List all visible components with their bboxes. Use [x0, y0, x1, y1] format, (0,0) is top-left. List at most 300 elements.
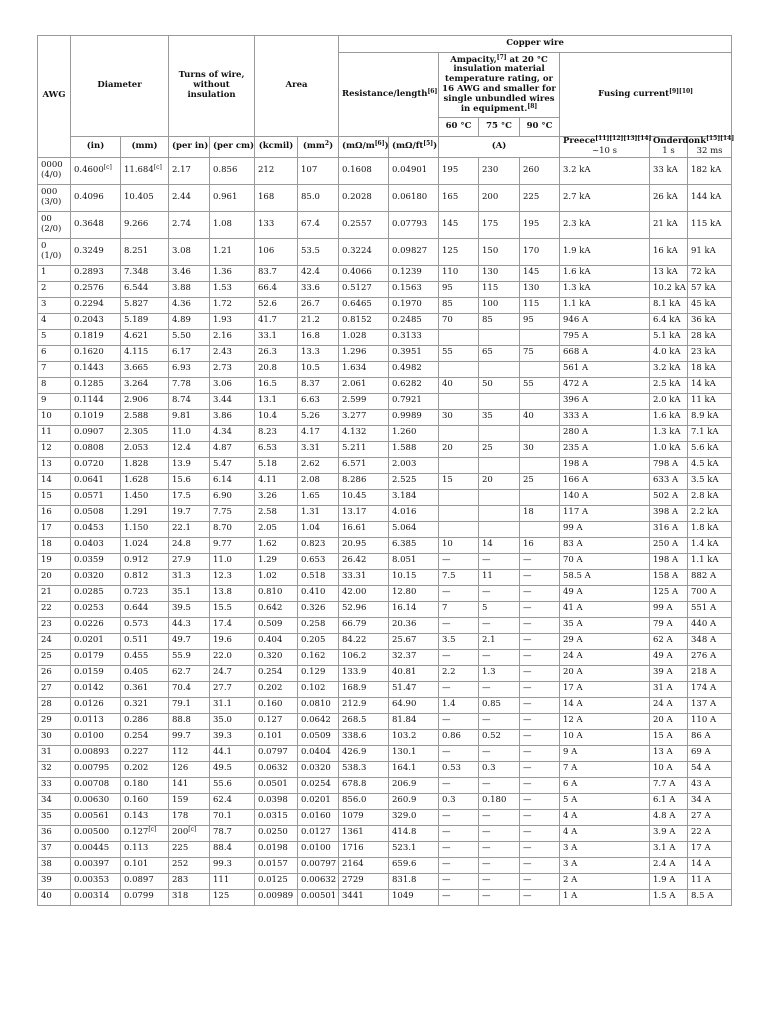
cell-dia-in: 0.0571	[71, 489, 121, 505]
cell-awg: 6	[38, 345, 71, 361]
table-body	[38, 157, 732, 905]
cell-dia-mm: 2.305	[121, 425, 169, 441]
cell-dia-mm: 0.227	[121, 745, 169, 761]
cell-res-ft: 0.6282	[389, 377, 439, 393]
cell-res-m: 5.211	[339, 441, 389, 457]
cell-fuse-32ms: 110 A	[688, 713, 732, 729]
cell-fuse-preece: 2.3 kA	[560, 211, 650, 238]
cell-res-ft: 64.90	[389, 697, 439, 713]
cell-fuse-preece: 3.2 kA	[560, 157, 650, 184]
cell-amp-90: 145	[520, 265, 560, 281]
cell-amp-90: —	[520, 761, 560, 777]
cell-area-mm2: 26.7	[298, 297, 339, 313]
unit-in: (in)	[71, 137, 121, 158]
cell-amp-75: 130	[479, 265, 520, 281]
cell-amp-90: —	[520, 553, 560, 569]
cell-res-ft: 260.9	[389, 793, 439, 809]
cell-res-m: 66.79	[339, 617, 389, 633]
cell-area-kcmil: 0.0398	[255, 793, 298, 809]
cell-fuse-32ms: 1.1 kA	[688, 553, 732, 569]
cell-amp-90: 30	[520, 441, 560, 457]
cell-area-kcmil: 2.58	[255, 505, 298, 521]
cell-amp-60: 1.4	[439, 697, 479, 713]
cell-dia-in: 0.0359	[71, 553, 121, 569]
cell-turns-cm: 19.6	[210, 633, 255, 649]
cell-turns-in: 5.50	[169, 329, 210, 345]
cell-awg: 10	[38, 409, 71, 425]
cell-awg: 36	[38, 825, 71, 841]
fusing-ref: [9][10]	[669, 87, 694, 95]
cell-fuse-32ms: 3.5 kA	[688, 473, 732, 489]
cell-turns-in: 22.1	[169, 521, 210, 537]
cell-area-kcmil: 5.18	[255, 457, 298, 473]
cell-fuse-preece: 20 A	[560, 665, 650, 681]
cell-amp-75: 150	[479, 238, 520, 265]
cell-area-mm2: 0.410	[298, 585, 339, 601]
cell-amp-75: 85	[479, 313, 520, 329]
cell-turns-cm: 70.1	[210, 809, 255, 825]
cell-area-kcmil: 1.62	[255, 537, 298, 553]
cell-res-m: 0.2557	[339, 211, 389, 238]
cell-area-mm2: 0.129	[298, 665, 339, 681]
cell-fuse-1s: 502 A	[650, 489, 688, 505]
cell-res-ft: 0.06180	[389, 184, 439, 211]
cell-dia-in: 0.00561	[71, 809, 121, 825]
cell-dia-in: 0.1443	[71, 361, 121, 377]
cell-fuse-1s: 1.3 kA	[650, 425, 688, 441]
cell-amp-90: —	[520, 729, 560, 745]
cell-area-kcmil: 2.05	[255, 521, 298, 537]
table-row	[38, 265, 732, 281]
cell-fuse-1s: 15 A	[650, 729, 688, 745]
cell-turns-cm: 12.3	[210, 569, 255, 585]
cell-awg: 32	[38, 761, 71, 777]
cell-amp-90: —	[520, 633, 560, 649]
cell-area-mm2: 1.04	[298, 521, 339, 537]
cell-dia-in: 0.00893	[71, 745, 121, 761]
cell-turns-in: 19.7	[169, 505, 210, 521]
cell-amp-75: 14	[479, 537, 520, 553]
cell-amp-90: 16	[520, 537, 560, 553]
cell-res-m: 678.8	[339, 777, 389, 793]
cell-dia-in: 0.0320	[71, 569, 121, 585]
cell-amp-90: —	[520, 889, 560, 905]
cell-dia-in: 0.2893	[71, 265, 121, 281]
cell-dia-mm: 11.684[c]	[121, 157, 169, 184]
cell-turns-cm: 125	[210, 889, 255, 905]
cell-dia-in: 0.1620	[71, 345, 121, 361]
cell-fuse-preece: 2.7 kA	[560, 184, 650, 211]
cell-dia-in: 0.1019	[71, 409, 121, 425]
cell-res-ft: 0.1239	[389, 265, 439, 281]
cell-amp-75: 35	[479, 409, 520, 425]
cell-res-m: 10.45	[339, 489, 389, 505]
cell-res-ft: 0.1970	[389, 297, 439, 313]
cell-fuse-32ms: 2.8 kA	[688, 489, 732, 505]
cell-amp-75: 230	[479, 157, 520, 184]
cell-amp-60: 7.5	[439, 569, 479, 585]
cell-amp-75	[479, 425, 520, 441]
cell-turns-in: 126	[169, 761, 210, 777]
table-row	[38, 745, 732, 761]
cell-fuse-preece: 3 A	[560, 857, 650, 873]
cell-fuse-1s: 2.0 kA	[650, 393, 688, 409]
cell-amp-75	[479, 505, 520, 521]
cell-dia-in: 0.00397	[71, 857, 121, 873]
table-row	[38, 681, 732, 697]
cell-fuse-32ms: 1.8 kA	[688, 521, 732, 537]
cell-res-ft: 0.09827	[389, 238, 439, 265]
cell-fuse-32ms: 882 A	[688, 569, 732, 585]
cell-dia-mm: 0.0799	[121, 889, 169, 905]
cell-fuse-preece: 70 A	[560, 553, 650, 569]
cell-amp-90: —	[520, 585, 560, 601]
cell-turns-in: 55.9	[169, 649, 210, 665]
cell-amp-60: 30	[439, 409, 479, 425]
cell-dia-in: 0.0453	[71, 521, 121, 537]
cell-turns-in: 15.6	[169, 473, 210, 489]
cell-area-mm2: 67.4	[298, 211, 339, 238]
cell-turns-cm: 49.5	[210, 761, 255, 777]
cell-fuse-preece: 117 A	[560, 505, 650, 521]
cell-fuse-1s: 49 A	[650, 649, 688, 665]
cell-fuse-preece: 1.3 kA	[560, 281, 650, 297]
cell-amp-75: 0.3	[479, 761, 520, 777]
cell-res-m: 8.286	[339, 473, 389, 489]
table-row	[38, 873, 732, 889]
cell-res-ft: 0.4982	[389, 361, 439, 377]
cell-area-kcmil: 0.642	[255, 601, 298, 617]
cell-turns-in: 2.17	[169, 157, 210, 184]
cell-amp-60: 15	[439, 473, 479, 489]
cell-amp-90: 225	[520, 184, 560, 211]
cell-amp-60: 165	[439, 184, 479, 211]
cell-amp-75: —	[479, 585, 520, 601]
cell-amp-75: —	[479, 649, 520, 665]
cell-fuse-preece: 1.9 kA	[560, 238, 650, 265]
cell-amp-90: 195	[520, 211, 560, 238]
cell-amp-75: —	[479, 617, 520, 633]
cell-dia-in: 0.00353	[71, 873, 121, 889]
cell-res-ft: 659.6	[389, 857, 439, 873]
cell-amp-60: 0.86	[439, 729, 479, 745]
cell-res-m: 212.9	[339, 697, 389, 713]
cell-area-mm2: 42.4	[298, 265, 339, 281]
cell-area-kcmil: 0.0198	[255, 841, 298, 857]
cell-amp-60: —	[439, 777, 479, 793]
cell-dia-in: 0.0253	[71, 601, 121, 617]
cell-dia-in: 0.3249	[71, 238, 121, 265]
cell-awg: 27	[38, 681, 71, 697]
cell-turns-in: 99.7	[169, 729, 210, 745]
cell-turns-in: 31.3	[169, 569, 210, 585]
cell-turns-cm: 8.70	[210, 521, 255, 537]
cell-amp-90: 55	[520, 377, 560, 393]
cell-area-kcmil: 0.0632	[255, 761, 298, 777]
cell-awg: 1	[38, 265, 71, 281]
cell-fuse-1s: 4.8 A	[650, 809, 688, 825]
cell-area-kcmil: 0.0250	[255, 825, 298, 841]
cell-res-ft: 0.04901	[389, 157, 439, 184]
cell-dia-mm: 0.0897	[121, 873, 169, 889]
cell-area-kcmil: 0.404	[255, 633, 298, 649]
cell-awg: 12	[38, 441, 71, 457]
cell-turns-in: 44.3	[169, 617, 210, 633]
cell-res-ft: 6.385	[389, 537, 439, 553]
cell-awg: 15	[38, 489, 71, 505]
cell-amp-90: —	[520, 777, 560, 793]
cell-amp-60: —	[439, 745, 479, 761]
cell-dia-mm: 4.621	[121, 329, 169, 345]
cell-awg: 25	[38, 649, 71, 665]
cell-res-ft: 25.67	[389, 633, 439, 649]
cell-fuse-preece: 58.5 A	[560, 569, 650, 585]
cell-turns-cm: 1.36	[210, 265, 255, 281]
cell-area-mm2: 0.258	[298, 617, 339, 633]
cell-dia-in: 0.0403	[71, 537, 121, 553]
cell-amp-90	[520, 489, 560, 505]
cell-res-ft: 0.1563	[389, 281, 439, 297]
cell-awg: 2	[38, 281, 71, 297]
cell-dia-mm: 4.115	[121, 345, 169, 361]
cell-res-m: 42.00	[339, 585, 389, 601]
cell-fuse-32ms: 348 A	[688, 633, 732, 649]
cell-res-m: 52.96	[339, 601, 389, 617]
cell-turns-cm: 99.3	[210, 857, 255, 873]
cell-area-mm2: 0.653	[298, 553, 339, 569]
cell-res-m: 2.061	[339, 377, 389, 393]
cell-res-ft: 16.14	[389, 601, 439, 617]
cell-dia-mm: 1.828	[121, 457, 169, 473]
table-row	[38, 665, 732, 681]
cell-fuse-1s: 2.5 kA	[650, 377, 688, 393]
cell-awg: 29	[38, 713, 71, 729]
unit-per-in: (per in)	[169, 137, 210, 158]
cell-area-kcmil: 3.26	[255, 489, 298, 505]
cell-turns-in: 225	[169, 841, 210, 857]
cell-awg: 39	[38, 873, 71, 889]
table-row	[38, 409, 732, 425]
cell-dia-in: 0.2294	[71, 297, 121, 313]
cell-amp-60	[439, 489, 479, 505]
cell-amp-75	[479, 457, 520, 473]
cell-res-m: 4.132	[339, 425, 389, 441]
cell-turns-in: 9.81	[169, 409, 210, 425]
cell-dia-in: 0.4600[c]	[71, 157, 121, 184]
cell-fuse-32ms: 17 A	[688, 841, 732, 857]
cell-turns-in: 11.0	[169, 425, 210, 441]
cell-dia-mm: 0.455	[121, 649, 169, 665]
cell-dia-in: 0.0808	[71, 441, 121, 457]
cell-area-mm2: 0.0100	[298, 841, 339, 857]
cell-area-mm2: 33.6	[298, 281, 339, 297]
cell-fuse-preece: 4 A	[560, 809, 650, 825]
cell-area-kcmil: 106	[255, 238, 298, 265]
cell-area-mm2: 85.0	[298, 184, 339, 211]
cell-turns-cm: 39.3	[210, 729, 255, 745]
cell-awg: 0 (1/0)	[38, 238, 71, 265]
cell-fuse-1s: 21 kA	[650, 211, 688, 238]
cell-amp-75: 1.3	[479, 665, 520, 681]
cell-fuse-1s: 316 A	[650, 521, 688, 537]
preece-header: Preece[11][12][13][14] ~10 s	[560, 137, 650, 158]
cell-turns-in: 7.78	[169, 377, 210, 393]
cell-fuse-32ms: 218 A	[688, 665, 732, 681]
cell-fuse-preece: 946 A	[560, 313, 650, 329]
cell-fuse-32ms: 22 A	[688, 825, 732, 841]
cell-amp-60: 0.3	[439, 793, 479, 809]
cell-awg: 20	[38, 569, 71, 585]
cell-res-ft: 206.9	[389, 777, 439, 793]
cell-res-m: 426.9	[339, 745, 389, 761]
table-row	[38, 729, 732, 745]
cell-amp-60	[439, 393, 479, 409]
cell-dia-mm: 2.053	[121, 441, 169, 457]
cell-awg: 35	[38, 809, 71, 825]
cell-res-ft: 329.0	[389, 809, 439, 825]
cell-area-kcmil: 66.4	[255, 281, 298, 297]
cell-amp-60: 40	[439, 377, 479, 393]
cell-amp-90: —	[520, 697, 560, 713]
cell-fuse-32ms: 43 A	[688, 777, 732, 793]
cell-awg: 11	[38, 425, 71, 441]
cell-fuse-32ms: 36 kA	[688, 313, 732, 329]
cell-amp-90: —	[520, 649, 560, 665]
cell-amp-60: 20	[439, 441, 479, 457]
turns-header: Turns of wire, without insulation	[169, 36, 255, 137]
cell-fuse-32ms: 440 A	[688, 617, 732, 633]
cell-area-mm2: 0.326	[298, 601, 339, 617]
cell-awg: 19	[38, 553, 71, 569]
cell-fuse-preece: 333 A	[560, 409, 650, 425]
cell-turns-in: 2.74	[169, 211, 210, 238]
cell-amp-75: —	[479, 713, 520, 729]
cell-fuse-1s: 10 A	[650, 761, 688, 777]
cell-res-m: 6.571	[339, 457, 389, 473]
cell-area-kcmil: 0.202	[255, 681, 298, 697]
cell-dia-in: 0.4096	[71, 184, 121, 211]
cell-area-kcmil: 0.0315	[255, 809, 298, 825]
cell-fuse-1s: 13 kA	[650, 265, 688, 281]
cell-fuse-32ms: 1.4 kA	[688, 537, 732, 553]
cell-fuse-1s: 3.2 kA	[650, 361, 688, 377]
unit-mm2: $(mm^2)$	[298, 137, 339, 158]
cell-turns-in: 159	[169, 793, 210, 809]
table-row	[38, 425, 732, 441]
cell-dia-mm: 0.202	[121, 761, 169, 777]
cell-amp-75	[479, 329, 520, 345]
cell-area-kcmil: 26.3	[255, 345, 298, 361]
cell-res-m: 20.95	[339, 537, 389, 553]
cell-res-m: 16.61	[339, 521, 389, 537]
cell-turns-in: 4.89	[169, 313, 210, 329]
cell-res-m: 106.2	[339, 649, 389, 665]
cell-amp-90	[520, 361, 560, 377]
cell-fuse-1s: 13 A	[650, 745, 688, 761]
cell-turns-in: 17.5	[169, 489, 210, 505]
cell-awg: 22	[38, 601, 71, 617]
cell-res-m: 1.634	[339, 361, 389, 377]
cell-amp-60: 7	[439, 601, 479, 617]
cell-amp-60: —	[439, 713, 479, 729]
cell-res-m: 0.8152	[339, 313, 389, 329]
temp-90-header: 90 °C	[520, 118, 560, 137]
cell-fuse-1s: 798 A	[650, 457, 688, 473]
cell-awg: 23	[38, 617, 71, 633]
cell-fuse-1s: 1.0 kA	[650, 441, 688, 457]
table-row	[38, 238, 732, 265]
cell-amp-60: —	[439, 649, 479, 665]
cell-dia-mm: 0.113	[121, 841, 169, 857]
table-row	[38, 313, 732, 329]
awg-wire-table	[37, 35, 735, 906]
cell-awg: 13	[38, 457, 71, 473]
cell-area-mm2: 0.0127	[298, 825, 339, 841]
cell-res-m: 0.2028	[339, 184, 389, 211]
cell-dia-mm: 2.588	[121, 409, 169, 425]
cell-turns-in: 3.08	[169, 238, 210, 265]
cell-res-ft: 2.003	[389, 457, 439, 473]
cell-res-ft: 1049	[389, 889, 439, 905]
cell-turns-in: 252	[169, 857, 210, 873]
cell-dia-mm: 0.405	[121, 665, 169, 681]
cell-fuse-1s: 158 A	[650, 569, 688, 585]
cell-area-mm2: 8.37	[298, 377, 339, 393]
cell-turns-cm: 2.43	[210, 345, 255, 361]
cell-dia-mm: 0.254	[121, 729, 169, 745]
cell-amp-60: 2.2	[439, 665, 479, 681]
cell-amp-60	[439, 505, 479, 521]
cell-amp-75: 65	[479, 345, 520, 361]
cell-dia-in: 0.00500	[71, 825, 121, 841]
cell-fuse-preece: 472 A	[560, 377, 650, 393]
cell-awg: 8	[38, 377, 71, 393]
cell-awg: 31	[38, 745, 71, 761]
cell-dia-mm: 0.812	[121, 569, 169, 585]
cell-fuse-32ms: 27 A	[688, 809, 732, 825]
cell-amp-60: 0.53	[439, 761, 479, 777]
cell-turns-cm: 2.73	[210, 361, 255, 377]
cell-res-ft: 3.184	[389, 489, 439, 505]
cell-awg: 5	[38, 329, 71, 345]
cell-fuse-32ms: 144 kA	[688, 184, 732, 211]
cell-fuse-1s: 62 A	[650, 633, 688, 649]
cell-dia-mm: 0.160	[121, 793, 169, 809]
cell-fuse-1s: 8.1 kA	[650, 297, 688, 313]
table-row	[38, 157, 732, 184]
cell-area-mm2: 0.0254	[298, 777, 339, 793]
cell-amp-90: —	[520, 665, 560, 681]
cell-fuse-1s: 125 A	[650, 585, 688, 601]
cell-area-kcmil: 0.810	[255, 585, 298, 601]
cell-area-mm2: 0.0201	[298, 793, 339, 809]
cell-dia-mm: 3.264	[121, 377, 169, 393]
cell-res-ft: 2.525	[389, 473, 439, 489]
cell-fuse-preece: 12 A	[560, 713, 650, 729]
table-row	[38, 553, 732, 569]
cell-fuse-32ms: 7.1 kA	[688, 425, 732, 441]
cell-area-mm2: 0.102	[298, 681, 339, 697]
cell-fuse-32ms: 57 kA	[688, 281, 732, 297]
cell-dia-in: 0.0201	[71, 633, 121, 649]
cell-amp-60: —	[439, 809, 479, 825]
table-row	[38, 809, 732, 825]
cell-fuse-32ms: 72 kA	[688, 265, 732, 281]
cell-res-m: 33.31	[339, 569, 389, 585]
cell-fuse-preece: 140 A	[560, 489, 650, 505]
cell-awg: 26	[38, 665, 71, 681]
cell-res-ft: 0.3951	[389, 345, 439, 361]
